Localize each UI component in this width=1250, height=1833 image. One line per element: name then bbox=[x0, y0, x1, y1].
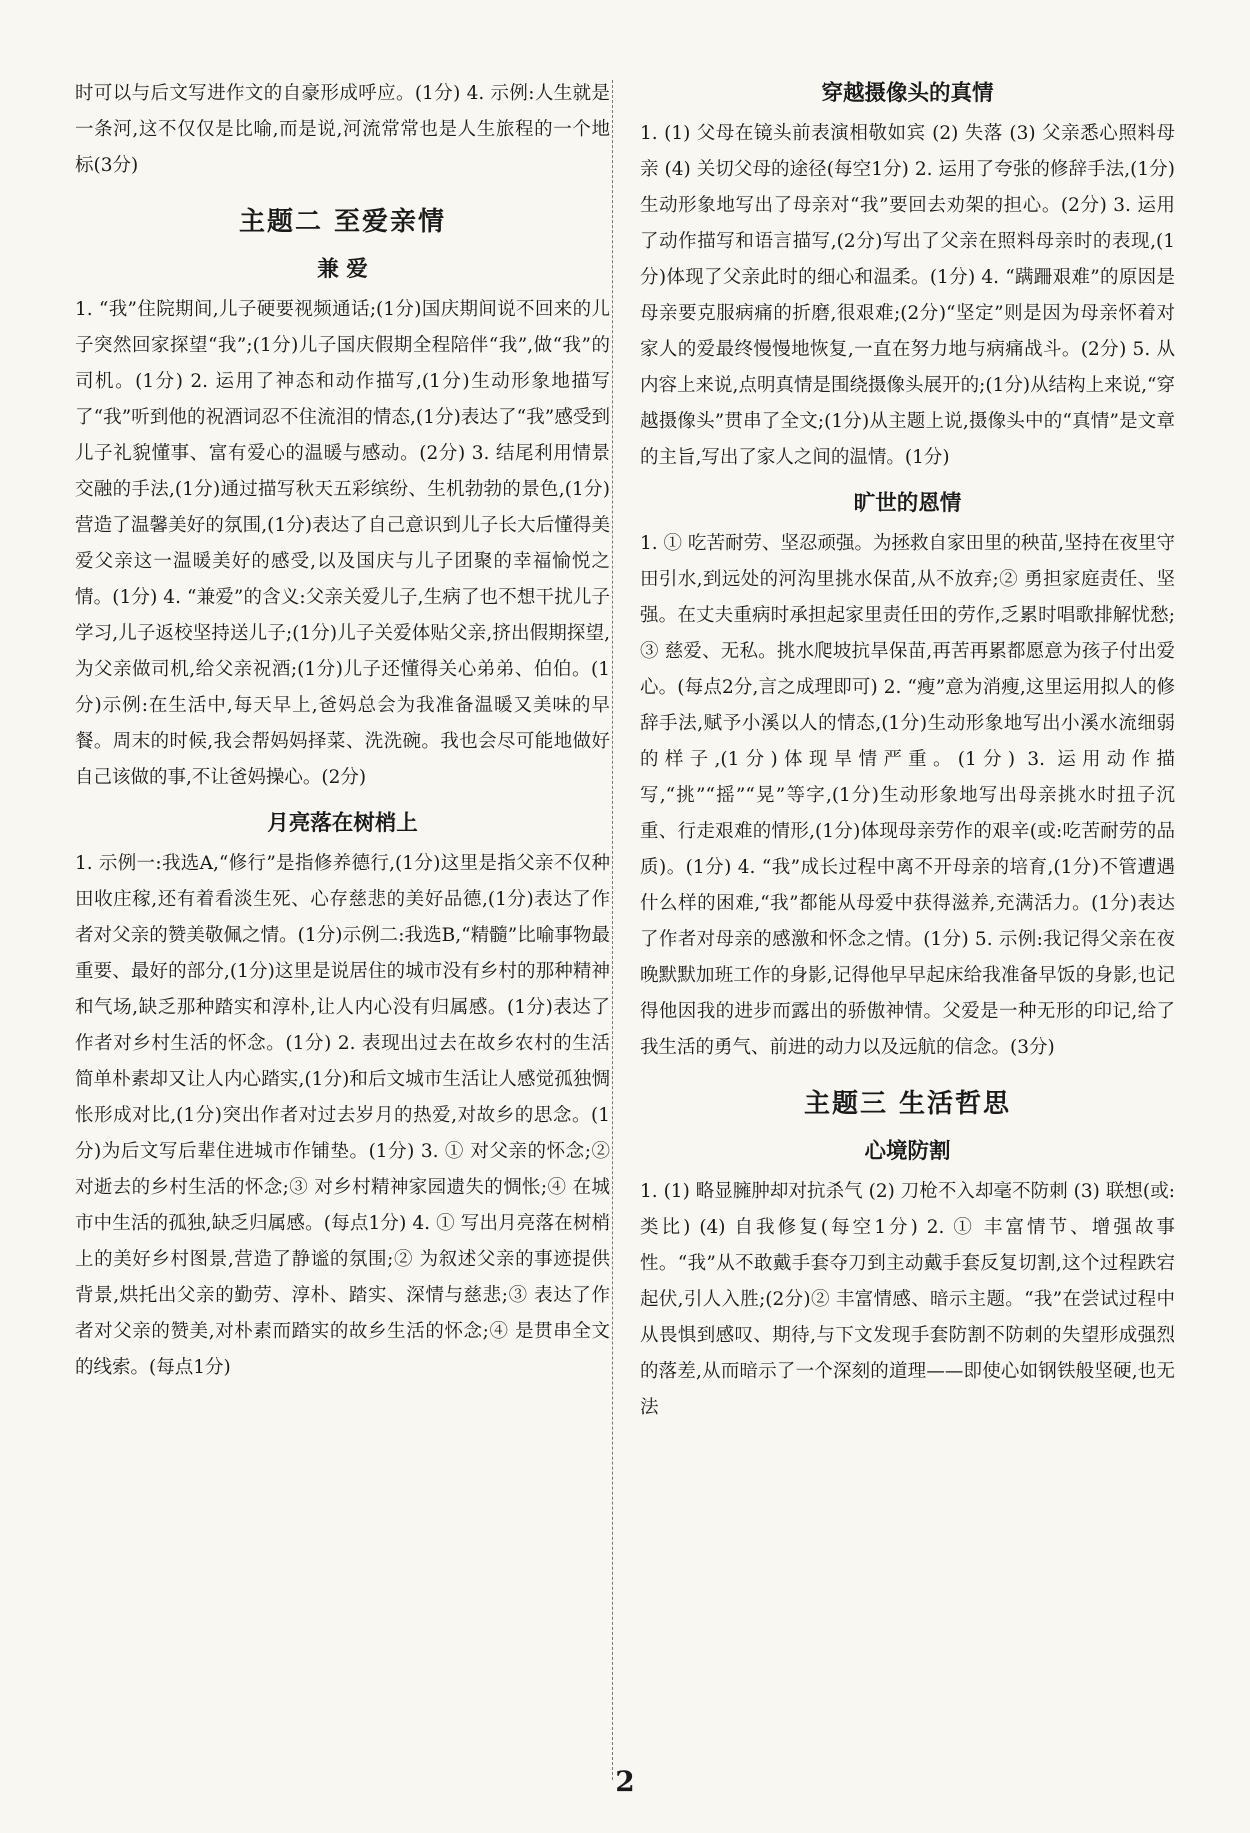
section-body-kuangshi: 1. ① 吃苦耐劳、坚忍顽强。为拯救自家田里的秧苗,坚持在夜里守田引水,到远处的河沟里挑水保苗,从不放弃;② 勇担家庭责任、坚强。在丈夫重病时承担起家里责任田的劳作,乏累时唱歌排解忧愁;③ 慈爱、无私。挑水爬坡抗旱保苗,再苦再累都愿意为孩子付出爱心。(每点2分,言之成理即可) 2. “瘦”意为消瘦,这里运用拟人的修辞手法,赋予小溪以人的情态,(1分)生动形象地写出小溪水流细弱的样子,(1分)体现旱情严重。(1分) 3. 运用动作描写,“挑”“摇”“晃”等字,(1分)生动形象地写出母亲挑水时扭子沉重、行走艰难的情形,(1分)体现母亲劳作的艰辛(或:吃苦耐劳的品质)。(1分) 4. “我”成长过程中离不开母亲的培育,(1分)不管遭遇什么样的困难,“我”都能从母爱中获得滋养,充满活力。(1分)表达了作者对母亲的感激和怀念之情。(1分) 5. 示例:我记得父亲在夜晚默默加班工作的身影,记得他早早起床给我准备早饭的身影,也记得他因我的进步而露出的骄傲神情。父爱是一种无形的印记,给了我生活的勇气、前进的动力以及远航的信念。(3分) bbox=[640, 533, 1175, 1058]
section-title-yueliang: 月亮落在树梢上 bbox=[267, 811, 418, 836]
intro-paragraph: 时可以与后文写进作文的自豪形成呼应。(1分) 4. 示例:人生就是一条河,这不仅仅是比喻,而是说,河流常常也是人生旅程的一个地标(3分) bbox=[75, 83, 610, 176]
theme-two-title: 主题二 至爱亲情 bbox=[238, 207, 447, 237]
section-body-xinjing: 1. (1) 略显臃肿却对抗杀气 (2) 刀枪不入却毫不防刺 (3) 联想(或:类比) (4) 自我修复(每空1分) 2. ① 丰富情节、增强故事性。“我”从不敢戴手套夺刀到主动戴手套反复切割,这个过程跌宕起伏,引人入胜;(2分)② 丰富情感、暗示主题。“我”在尝试过程中从畏惧到感叹、期待,与下文发现手套防割不防刺的失望形成强烈的落差,从而暗示了一个深刻的道理——即使心如钢铁般坚硬,也无法 bbox=[640, 1181, 1175, 1418]
column-divider bbox=[612, 80, 613, 1780]
right-column bbox=[640, 76, 1175, 1426]
section-title-kuangshi: 旷世的恩情 bbox=[853, 491, 962, 516]
section-body-yueliang: 1. 示例一:我选A,“修行”是指修养德行,(1分)这里是指父亲不仅种田收庄稼,还有着看淡生死、心存慈悲的美好品德,(1分)表达了作者对父亲的赞美敬佩之情。(1分)示例二:我选B,“精髓”比喻事物最重要、最好的部分,(1分)这里是说居住的城市没有乡村的那种精神和气场,缺乏那种踏实和淳朴,让人内心没有归属感。(1分)表达了作者对乡村生活的怀念。(1分) 2. 表现出过去在故乡农村的生活简单朴素却又让人内心踏实,(1分)和后文城市生活让人感觉孤独惆怅形成对比,(1分)突出作者对过去岁月的热爱,对故乡的思念。(1分)为后文写后辈住进城市作铺垫。(1分) 3. ① 对父亲的怀念;② 对逝去的乡村生活的怀念;③ 对乡村精神家园遗失的惆怅;④ 在城市中生活的孤独,缺乏归属感。(每点1分) 4. ① 写出月亮落在树梢上的美好乡村图景,营造了静谧的氛围;② 为叙述父亲的事迹提供背景,烘托出父亲的勤劳、淳朴、踏实、深情与慈悲;③ 表达了作者对父亲的赞美,对朴素而踏实的故乡生活的怀念;④ 是贯串全文的线索。(每点1分) bbox=[75, 853, 610, 1378]
section-body-shexiangtou: 1. (1) 父母在镜头前表演相敬如宾 (2) 失落 (3) 父亲悉心照料母亲 (4) 关切父母的途径(每空1分) 2. 运用了夸张的修辞手法,(1分)生动形象地写出了母亲对“我”要回去劝架的担心。(2分) 3. 运用了动作描写和语言描写,(2分)写出了父亲在照料母亲时的表现,(1分)体现了父亲此时的细心和温柔。(1分) 4. “蹒跚艰难”的原因是母亲要克服病痛的折磨,很艰难;(2分)“坚定”则是因为母亲怀着对家人的爱最终慢慢地恢复,一直在努力地与病痛战斗。(2分) 5. 从内容上来说,点明真情是围绕摄像头展开的;(1分)从结构上来说,“穿越摄像头”贯串了全文;(1分)从主题上说,摄像头中的“真情”是文章的主旨,写出了家人之间的温情。(1分) bbox=[640, 123, 1175, 468]
section-body-jianai: 1. “我”住院期间,儿子硬要视频通话;(1分)国庆期间说不回来的儿子突然回家探望“我”;(1分)儿子国庆假期全程陪伴“我”,做“我”的司机。(1分) 2. 运用了神态和动作描写,(1分)生动形象地描写了“我”听到他的祝酒词忍不住流泪的情态,(1分)表达了“我”感受到儿子礼貌懂事、富有爱心的温暖与感动。(2分) 3. 结尾利用情景交融的手法,(1分)通过描写秋天五彩缤纷、生机勃勃的景色,(1分)营造了温馨美好的氛围,(1分)表达了自己意识到儿子长大后懂得美爱父亲这一温暖美好的感受,以及国庆与儿子团聚的幸福愉悦之情。(1分) 4. “兼爱”的含义:父亲关爱儿子,生病了也不想干扰儿子学习,儿子返校坚持送儿子;(1分)儿子关爱体贴父亲,挤出假期探望,为父亲做司机,给父亲祝酒;(1分)儿子还懂得关心弟弟、伯伯。(1分)示例:在生活中,每天早上,爸妈总会为我准备温暖又美味的早餐。周末的时候,我会帮妈妈择菜、洗洗碗。我也会尽可能地做好自己该做的事,不让爸妈操心。(2分) bbox=[75, 299, 610, 788]
section-title-jianai: 兼 爱 bbox=[317, 257, 368, 282]
section-title-shexiangtou: 穿越摄像头的真情 bbox=[821, 81, 994, 106]
section-title-xinjing: 心境防割 bbox=[864, 1139, 951, 1164]
left-column bbox=[75, 76, 610, 1386]
page-number: 2 bbox=[615, 1765, 635, 1798]
theme-three-title: 主题三 生活哲思 bbox=[803, 1089, 1012, 1119]
